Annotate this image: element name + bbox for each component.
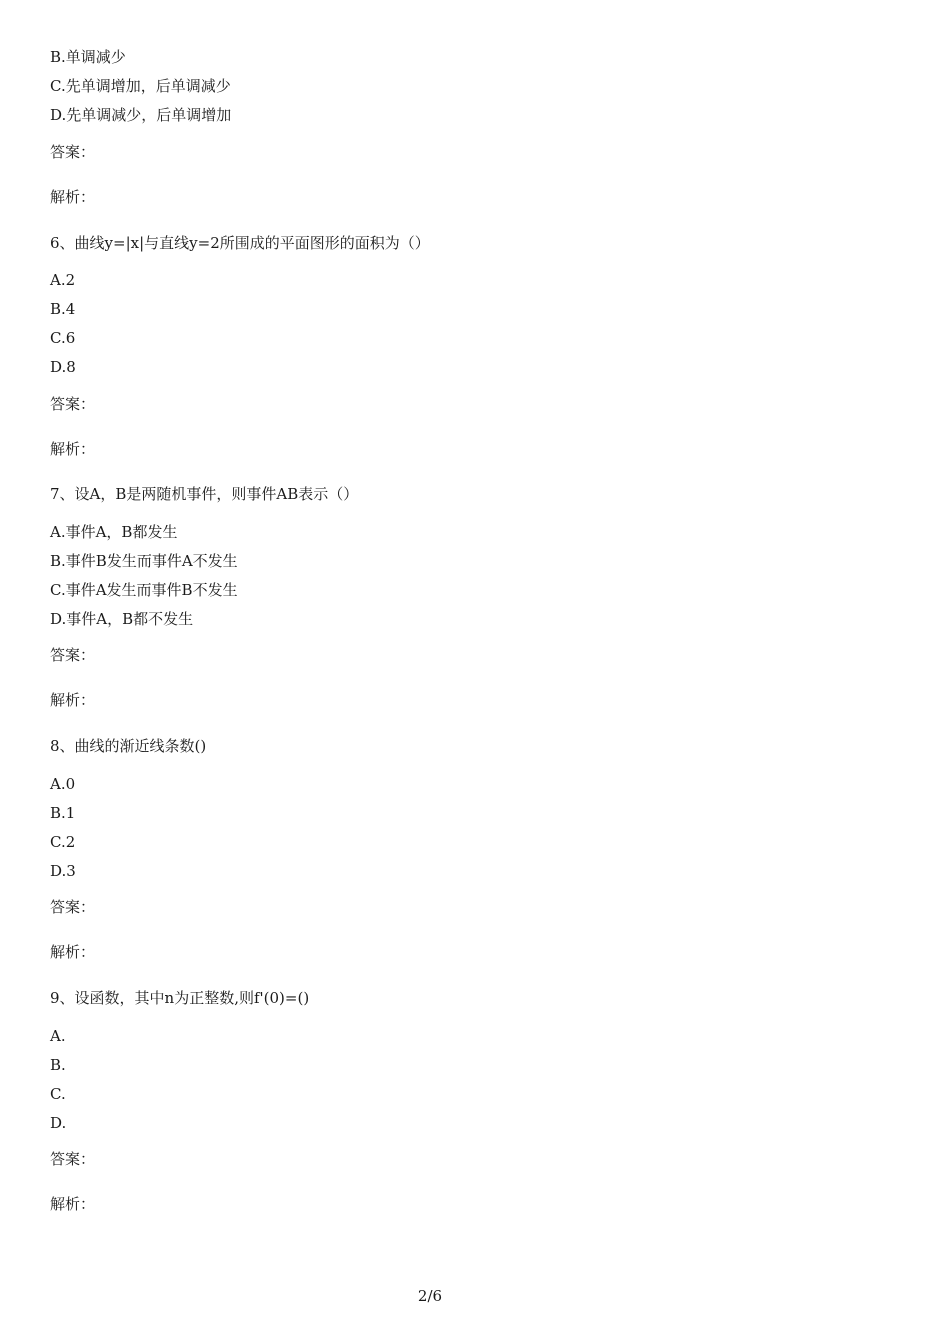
- analysis-label: 解析：: [50, 943, 96, 961]
- analysis-label: 解析：: [50, 691, 96, 709]
- answer-label: 答案：: [50, 395, 96, 413]
- option-d: D.: [50, 1114, 67, 1132]
- option-d: D.先单调减少，后单调增加: [50, 106, 232, 124]
- option-b: B.单调减少: [50, 48, 126, 66]
- option-a: A.0: [50, 775, 76, 793]
- page-number: 2/6: [417, 1287, 443, 1305]
- option-b: B.4: [50, 300, 76, 318]
- option-b: B.1: [50, 804, 76, 822]
- option-c: C.先单调增加，后单调减少: [50, 77, 231, 95]
- option-a: A.事件A，B都发生: [50, 523, 178, 541]
- option-c: C.事件A发生而事件B不发生: [50, 581, 238, 599]
- answer-label: 答案：: [50, 1150, 96, 1168]
- option-c: C.: [50, 1085, 66, 1103]
- analysis-label: 解析：: [50, 440, 96, 458]
- answer-label: 答案：: [50, 898, 96, 916]
- option-c: C.2: [50, 833, 76, 851]
- option-d: D.3: [50, 862, 76, 880]
- question-stem: 9、设函数，其中n为正整数,则f'(0)=(): [50, 989, 310, 1007]
- option-a: A.2: [50, 271, 76, 289]
- option-d: D.8: [50, 358, 76, 376]
- analysis-label: 解析：: [50, 188, 96, 206]
- option-a: A.: [50, 1027, 66, 1045]
- question-stem: 8、曲线的渐近线条数(): [50, 737, 207, 755]
- question-stem: 6、曲线y=|x|与直线y=2所围成的平面图形的面积为（）: [50, 234, 430, 252]
- option-d: D.事件A，B都不发生: [50, 610, 194, 628]
- answer-label: 答案：: [50, 143, 96, 161]
- question-stem: 7、设A，B是两随机事件，则事件AB表示（）: [50, 485, 359, 503]
- answer-label: 答案：: [50, 646, 96, 664]
- analysis-label: 解析：: [50, 1195, 96, 1213]
- option-b: B.事件B发生而事件A不发生: [50, 552, 238, 570]
- option-b: B.: [50, 1056, 66, 1074]
- option-c: C.6: [50, 329, 76, 347]
